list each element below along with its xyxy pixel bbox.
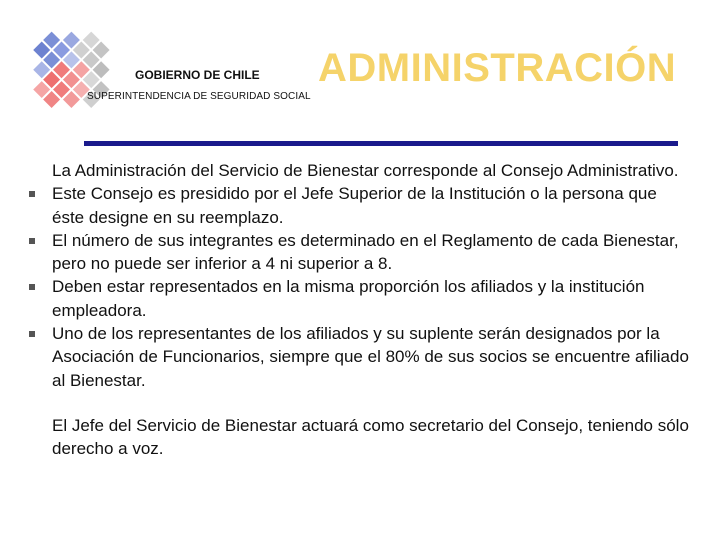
intro-paragraph: La Administración del Servicio de Bienestar corresponde al Consejo Administrativo. [52,161,679,180]
government-logo [20,24,120,124]
agency-label: SUPERINTENDENCIA DE SEGURIDAD SOCIAL [87,91,311,102]
list-item [52,275,692,322]
list-item [52,322,692,392]
list-item-text: El número de sus integrantes es determinado en el Reglamento de cada Bienestar, pero no puede ser inferior a 4 ni superior a 8. [52,230,679,274]
closing-paragraph: El Jefe del Servicio de Bienestar actuará como secretario del Consejo, teniendo sólo derecho a voz. [52,415,689,459]
slide-body [52,159,692,461]
square-bullet-icon [29,238,35,244]
government-label: GOBIERNO DE CHILE [135,68,260,82]
list-item-text: Este Consejo es presidido por el Jefe Superior de la Institución o la persona que éste designe en su reemplazo. [52,184,657,227]
header-divider [84,141,678,146]
square-bullet-icon [29,331,35,337]
list-item [52,229,692,276]
page-title: ADMINISTRACIÓN [318,46,677,90]
list-item [52,182,692,229]
square-bullet-icon [29,191,35,197]
list-item-text: Deben estar representados en la misma proporción los afiliados y la institución empleadora. [52,277,645,320]
list-item-text: Uno de los representantes de los afiliados y su suplente serán designados por la Asociación de Funcionarios, siempre que el 80% de sus socios se encuentre afiliado al Bienestar. [52,324,689,390]
square-bullet-icon [29,284,35,290]
